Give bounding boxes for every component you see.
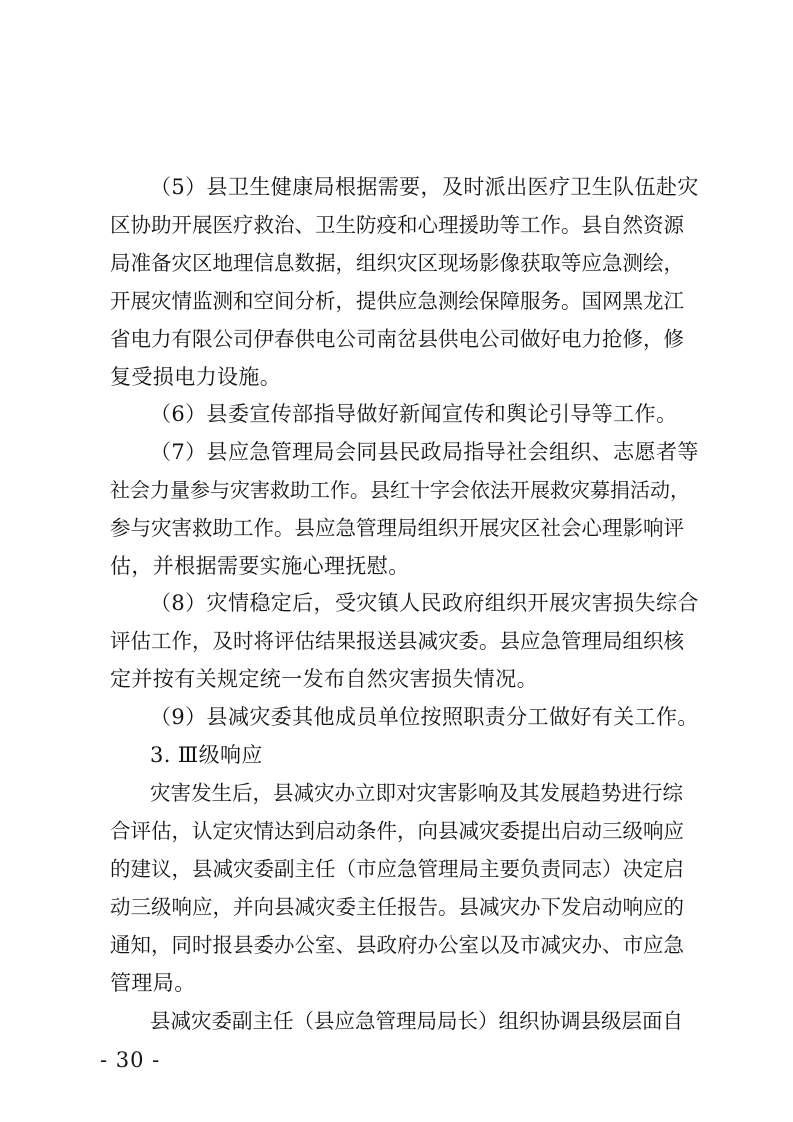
- paragraph-line: （7）县应急管理局会同县民政局指导社会组织、志愿者等: [150, 440, 699, 464]
- paragraph-line: 社会力量参与灾害救助工作。县红十字会依法开展救灾募捐活动，: [110, 478, 690, 502]
- paragraph-line: 开展灾情监测和空间分析，提供应急测绘保障服务。国网黑龙江: [110, 289, 684, 313]
- paragraph-line: 估，并根据需要实施心理抚慰。: [110, 554, 410, 578]
- paragraph-line: 参与灾害救助工作。县应急管理局组织开展灾区社会心理影响评: [110, 516, 684, 540]
- paragraph-line: 管理局。: [110, 971, 196, 995]
- paragraph-line: 评估工作，及时将评估结果报送县减灾委。县应急管理局组织核: [110, 629, 684, 653]
- paragraph-line: 县减灾委副主任（县应急管理局局长）组织协调县级层面自: [150, 1009, 683, 1033]
- paragraph-line: 局准备灾区地理信息数据，组织灾区现场影像获取等应急测绘，: [110, 251, 684, 275]
- paragraph-line: （5）县卫生健康局根据需要，及时派出医疗卫生队伍赴灾: [150, 175, 699, 199]
- paragraph-line: （6）县委宣传部指导做好新闻宣传和舆论引导等工作。: [150, 402, 678, 426]
- paragraph-line: 动三级响应，并向县减灾委主任报告。县减灾办下发启动响应的: [110, 895, 684, 919]
- section-heading: 3. Ⅲ级响应: [150, 743, 263, 767]
- paragraph-line: 合评估，认定灾情达到启动条件，向县减灾委提出启动三级响应: [110, 819, 684, 843]
- paragraph-line: 区协助开展医疗救治、卫生防疫和心理援助等工作。县自然资源: [110, 213, 684, 237]
- paragraph-line: 省电力有限公司伊春供电公司南岔县供电公司做好电力抢修，修: [110, 327, 684, 351]
- paragraph-line: 的建议，县减灾委副主任（市应急管理局主要负责同志）决定启: [110, 857, 684, 881]
- paragraph-line: （9）县减灾委其他成员单位按照职责分工做好有关工作。: [150, 705, 699, 729]
- paragraph-line: 灾害发生后，县减灾办立即对灾害影响及其发展趋势进行综: [150, 781, 683, 805]
- paragraph-line: 定并按有关规定统一发布自然灾害损失情况。: [110, 667, 538, 691]
- paragraph-line: 复受损电力设施。: [110, 365, 282, 389]
- paragraph-line: 通知，同时报县委办公室、县政府办公室以及市减灾办、市应急: [110, 933, 684, 957]
- page-number: - 30 -: [100, 1048, 161, 1072]
- paragraph-line: （8）灾情稳定后，受灾镇人民政府组织开展灾害损失综合: [150, 591, 699, 615]
